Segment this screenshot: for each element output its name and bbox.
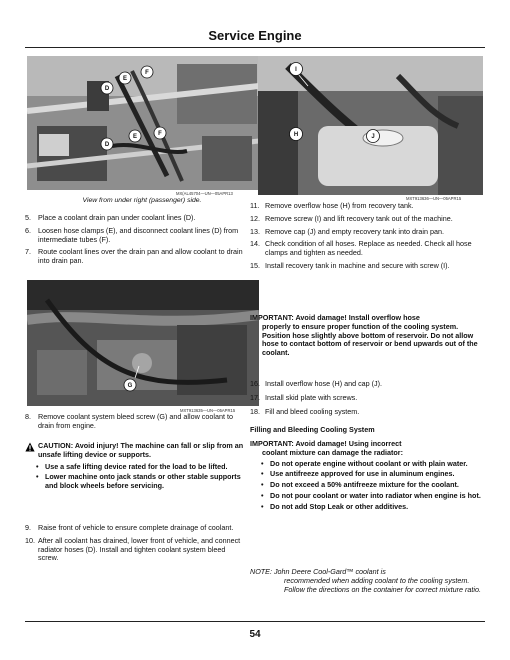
callout-e: E — [132, 134, 138, 140]
warning-triangle-icon — [25, 442, 35, 452]
header-rule — [25, 47, 485, 48]
list-item: 8. Remove coolant system bleed screw (G) and allow coolant to drain from engine. — [25, 412, 233, 430]
section-heading: Filling and Bleeding Cooling System — [250, 425, 375, 434]
note-lead: NOTE: John Deere Cool-Gard™ coolant is — [250, 567, 386, 576]
page-title: Service Engine — [208, 28, 302, 43]
caution-block — [25, 442, 245, 491]
important-text: properly to ensure proper function of the cooling system. Position hose slightly above bottom of reservoir. Do not allow hose to contact bottom of reservoir or bend upwards out of the coolant. — [262, 321, 478, 358]
callout-e: E — [122, 76, 128, 82]
figure-caption: View from under right (passenger) side. — [82, 197, 202, 204]
callout-h: H — [293, 132, 299, 138]
figure-bleed-screw-photo — [27, 280, 259, 406]
callout-i: I — [295, 67, 297, 73]
list-item: 9. Raise front of vehicle to ensure complete drainage of coolant. — [25, 523, 234, 532]
list-item: 5. Place a coolant drain pan under coolant lines (D). — [25, 213, 196, 222]
important-bullets — [250, 460, 482, 512]
important-block — [250, 314, 482, 358]
steps-list — [25, 413, 245, 435]
page-number: 54 — [249, 629, 261, 640]
list-item: 17. Install skid plate with screws. — [250, 392, 358, 402]
list-item: • Use antifreeze approved for use in aluminum engines. — [250, 470, 482, 479]
list-item: 10. After all coolant has drained, lower front of vehicle, and connect radiator hoses (D). Install and tighten coolant system bleed screw. — [25, 535, 241, 563]
list-item: 6. Loosen hose clamps (E), and disconnect coolant lines (D) from intermediate tubes (F). — [25, 225, 239, 244]
list-item: 13. Remove cap (J) and empty recovery tank into drain pan. — [250, 226, 444, 236]
callout-d: D — [104, 86, 110, 92]
figure-reference: MX(AL45704—UN—05APR13 — [176, 191, 233, 196]
figure-reference: MXT913636—UN—05APR15 — [406, 196, 462, 201]
steps-list — [250, 380, 482, 420]
steps-list — [25, 524, 245, 567]
callout-j: J — [371, 134, 375, 140]
callout-f: F — [158, 131, 162, 137]
list-item: • Use a safe lifting device rated for the load to be lifted. — [25, 463, 245, 472]
caution-bullets — [25, 463, 245, 491]
note-text: recommended when adding coolant to the cooling system. Follow the directions on the container for correct mixture ratio. — [284, 575, 481, 594]
list-item: 12. Remove screw (I) and lift recovery tank out of the machine. — [250, 213, 453, 223]
steps-list — [250, 202, 482, 275]
list-item: • Lower machine onto jack stands or other stable supports and block wheels before servicing. — [25, 473, 245, 491]
important-block — [250, 440, 482, 511]
footer-rule — [25, 621, 485, 622]
note-block — [250, 568, 482, 594]
list-item: • Do not operate engine without coolant or with plain water. — [250, 460, 482, 469]
list-item: • Do not add Stop Leak or other additives. — [250, 503, 482, 512]
callout-f: F — [145, 70, 149, 76]
important-text: coolant mixture can damage the radiator: — [262, 447, 403, 457]
list-item: • Do not exceed a 50% antifreeze mixture for the coolant. — [250, 481, 482, 490]
list-item: 14. Check condition of all hoses. Replace as needed. Check all hose clamps and tighten as needed. — [250, 239, 472, 258]
callout-d: D — [104, 142, 110, 148]
figure-recovery-tank-photo — [258, 56, 483, 195]
figure-underside-photo — [27, 56, 259, 190]
figure-reference: MXT913635—UN—05APR15 — [180, 408, 236, 413]
list-item: 16. Install overflow hose (H) and cap (J). — [250, 379, 383, 388]
list-item: • Do not pour coolant or water into radiator when engine is hot. — [250, 492, 482, 501]
list-item: 15. Install recovery tank in machine and secure with screw (I). — [250, 260, 450, 270]
list-item: 11. Remove overflow hose (H) from recovery tank. — [250, 201, 414, 210]
important-lead: IMPORTANT: Avoid damage! Install overflow hose — [250, 313, 420, 322]
callout-g: G — [127, 383, 133, 389]
list-item: 7. Route coolant lines over the drain pan and allow coolant to drain into drain pan. — [25, 247, 243, 266]
caution-text: CAUTION: Avoid injury! The machine can fall or slip from an unsafe lifting device or supports. — [38, 441, 244, 459]
steps-list — [25, 214, 245, 270]
list-item: 18. Fill and bleed cooling system. — [250, 406, 360, 416]
important-lead: IMPORTANT: Avoid damage! Using incorrect — [250, 439, 402, 448]
